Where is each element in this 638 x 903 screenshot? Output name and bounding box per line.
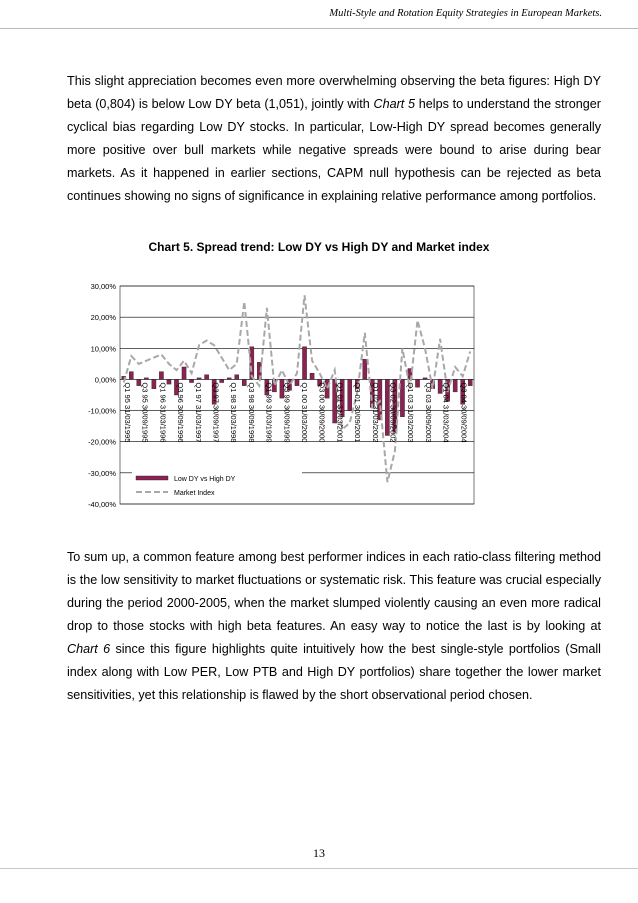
spread-bar [189, 379, 193, 382]
legend-bar-swatch [136, 476, 168, 480]
spread-bar [159, 372, 163, 380]
spread-trend-chart [68, 276, 483, 516]
paragraph-1-text-b: helps to understand the stronger cyclical bias regarding Low DY stocks. In particular, Low-High DY spread becomes generally more positive over bull markets while negative spreads were bound to arise during bear markets. As it happened in earlier sections, CAPM null hypothesis can be rejected as beta continues showing no signs of significance in explaining relative performance among portfolios. [67, 97, 601, 203]
spread-bar [144, 378, 148, 380]
x-tick-label: Q3 95 30/09/1995 [140, 382, 150, 443]
spread-bar [205, 375, 209, 380]
y-tick-label: -30,00% [88, 468, 116, 478]
x-tick-label: Q3 03 30/09/2003 [423, 382, 433, 443]
plot-area [120, 286, 474, 504]
x-tick-label: Q3 01 30/09/2001 [353, 382, 363, 443]
x-tick-label: Q3 98 30/09/1998 [246, 382, 256, 443]
spread-bar [302, 347, 306, 380]
paragraph-2-text-a: To sum up, a common feature among best performer indices in each ratio-class filtering method is the low sensitivity to market fluctuations or systematic risk. This feature was crucial especially during the period 2000-2005, when the market slumped violently causing an even more radical drop to those stocks with high beta features. An easy way to notice the last is by looking at [67, 550, 601, 633]
y-tick-label: -40,00% [88, 500, 116, 509]
x-tick-label: Q3 00 30/09/2000 [317, 382, 327, 443]
x-tick-label: Q3 97 30/09/1997 [211, 382, 221, 443]
x-tick-label: Q1 98 31/03/1998 [229, 382, 239, 443]
spread-bar [129, 372, 133, 380]
spread-bar [137, 379, 141, 385]
page-number: 13 [313, 846, 325, 860]
page-header [0, 0, 638, 30]
x-tick-label: Q3 96 30/09/1996 [176, 382, 186, 443]
x-tick-label: Q3 02 30/09/2002 [388, 382, 398, 443]
x-tick-label: Q1 02 31/03/2002 [370, 382, 380, 443]
y-tick-label: -20,00% [88, 437, 116, 447]
x-tick-label: Q1 03 31/03/2003 [406, 382, 416, 443]
spread-bar [453, 379, 457, 391]
x-tick-label: Q1 04 31/03/2004 [441, 382, 451, 443]
spread-bar [227, 378, 231, 380]
x-tick-label: Q1 00 31/03/2000 [300, 382, 309, 443]
x-tick-label: Q3 04 30/09/2004 [459, 382, 469, 443]
x-tick-label: Q1 95 31/03/1995 [123, 382, 132, 443]
legend-label: Market Index [174, 490, 215, 497]
x-tick-label: Q1 96 31/03/1996 [158, 382, 168, 443]
spread-bar [182, 367, 186, 379]
paragraph-1 [67, 70, 601, 208]
spread-bar [197, 378, 201, 380]
y-tick-label: -10,00% [88, 406, 116, 416]
x-tick-label: Q1 99 31/03/1999 [264, 382, 274, 443]
legend-label: Low DY vs High DY [174, 476, 236, 483]
spread-bar [400, 379, 404, 416]
spread-bar [250, 347, 254, 380]
x-tick-label: Q1 97 31/03/1997 [193, 382, 203, 443]
spread-bar [438, 379, 442, 393]
x-tick-label: Q3 99 30/09/1999 [282, 382, 292, 443]
paragraph-2-text-b: since this figure highlights quite intuitively how the best single-style portfolios (Small index along with Low PER, Low PTB and High DY portfolios) share together the lower market sensitivities, yet this relationship is flawed by the short observational period chosen. [67, 642, 601, 702]
y-tick-label: 30,00% [90, 282, 116, 291]
spread-bar [423, 378, 427, 380]
spread-bar [310, 373, 314, 379]
y-tick-label: 10,00% [90, 344, 116, 354]
spread-bar [235, 375, 239, 380]
footer-rule [0, 868, 638, 869]
chart-6-reference: Chart 6 [67, 642, 111, 656]
header-rule [0, 28, 638, 29]
y-tick-label: 20,00% [90, 313, 116, 323]
chart-5-reference: Chart 5 [373, 97, 416, 111]
running-header: Multi-Style and Rotation Equity Strategies in European Markets. [329, 8, 602, 19]
chart-title: Chart 5. Spread trend: Low DY vs High DY and Market index [148, 240, 490, 254]
spread-bar [348, 379, 352, 410]
spread-bar [152, 379, 156, 388]
spread-bar [363, 359, 367, 379]
paragraph-2 [67, 546, 601, 707]
paragraph-1-text-a: This slight appreciation becomes even more overwhelming observing the beta figures: High DY beta (0,804) is below Low DY beta (1,051), jointly with [67, 74, 601, 111]
x-tick-label: Q1 01 31/03/2001 [335, 382, 345, 443]
spread-bar [295, 379, 299, 385]
y-tick-label: 0,00% [94, 375, 116, 385]
spread-bar [242, 379, 246, 385]
